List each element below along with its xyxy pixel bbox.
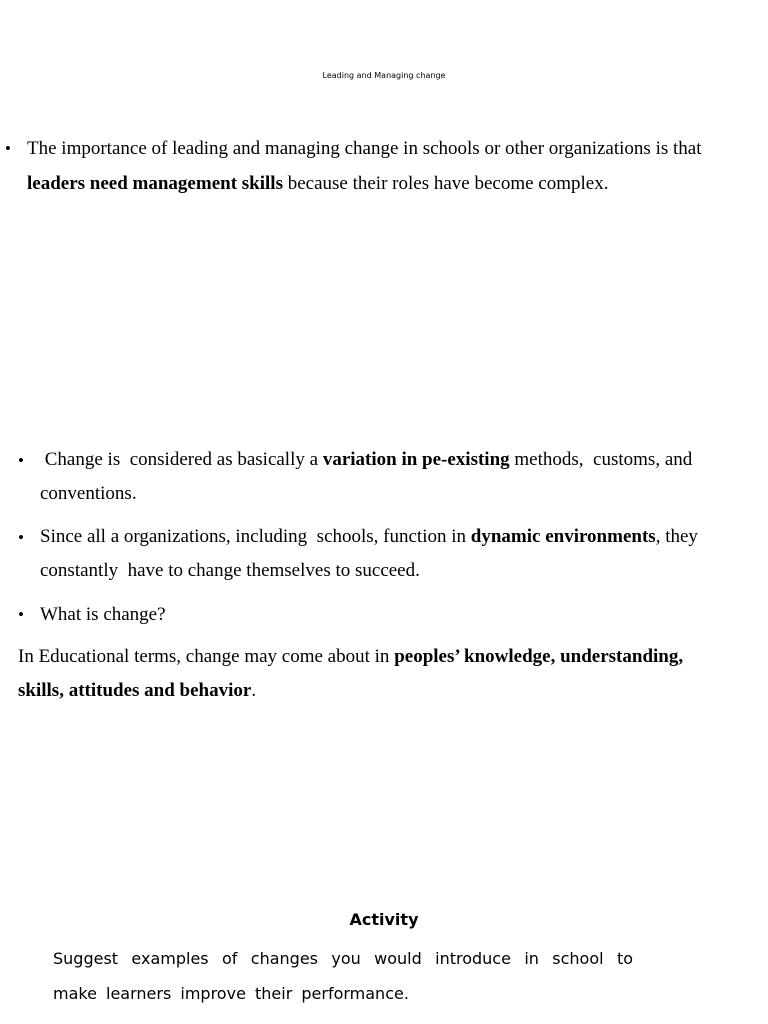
bullet-marker: • bbox=[5, 139, 11, 158]
importance-paragraph bbox=[27, 131, 727, 201]
educational-terms-text-end: . bbox=[251, 680, 257, 701]
educational-terms-bold: peoples’ knowledge, understanding, skills, attitudes and behavior bbox=[18, 646, 684, 701]
change-definition-bold: variation in pe-existing bbox=[322, 449, 510, 470]
activity-text: Suggest examples of changes you would introduce in school to make learners improve their performance. bbox=[53, 949, 633, 1003]
page-header: Leading and Managing change bbox=[322, 71, 446, 80]
bullet-marker: • bbox=[18, 451, 24, 470]
change-definition-text: Change is considered as basically a bbox=[40, 449, 323, 470]
activity-title: Activity bbox=[349, 910, 419, 929]
dynamic-environments-text-end: , they constantly have to change themselves to succeed. bbox=[40, 526, 703, 581]
importance-text: The importance of leading and managing change in schools or other organizations is that bbox=[27, 138, 702, 159]
educational-terms-text: In Educational terms, change may come about in bbox=[18, 646, 395, 667]
bullet-marker: • bbox=[18, 528, 24, 547]
dynamic-environments-text: Since all a organizations, including schools, function in bbox=[40, 526, 471, 547]
change-definition-text-end: methods, customs, and conventions. bbox=[40, 449, 698, 504]
educational-terms-paragraph bbox=[18, 640, 718, 708]
importance-bold: leaders need management skills bbox=[27, 173, 283, 194]
change-definition-paragraph bbox=[40, 443, 730, 511]
what-is-change-paragraph: What is change? bbox=[40, 604, 166, 625]
dynamic-environments-bold: dynamic environments bbox=[470, 526, 656, 547]
importance-text-end: because their roles have become complex. bbox=[282, 173, 609, 194]
dynamic-environments-paragraph bbox=[40, 520, 730, 588]
bullet-marker: • bbox=[18, 605, 24, 624]
